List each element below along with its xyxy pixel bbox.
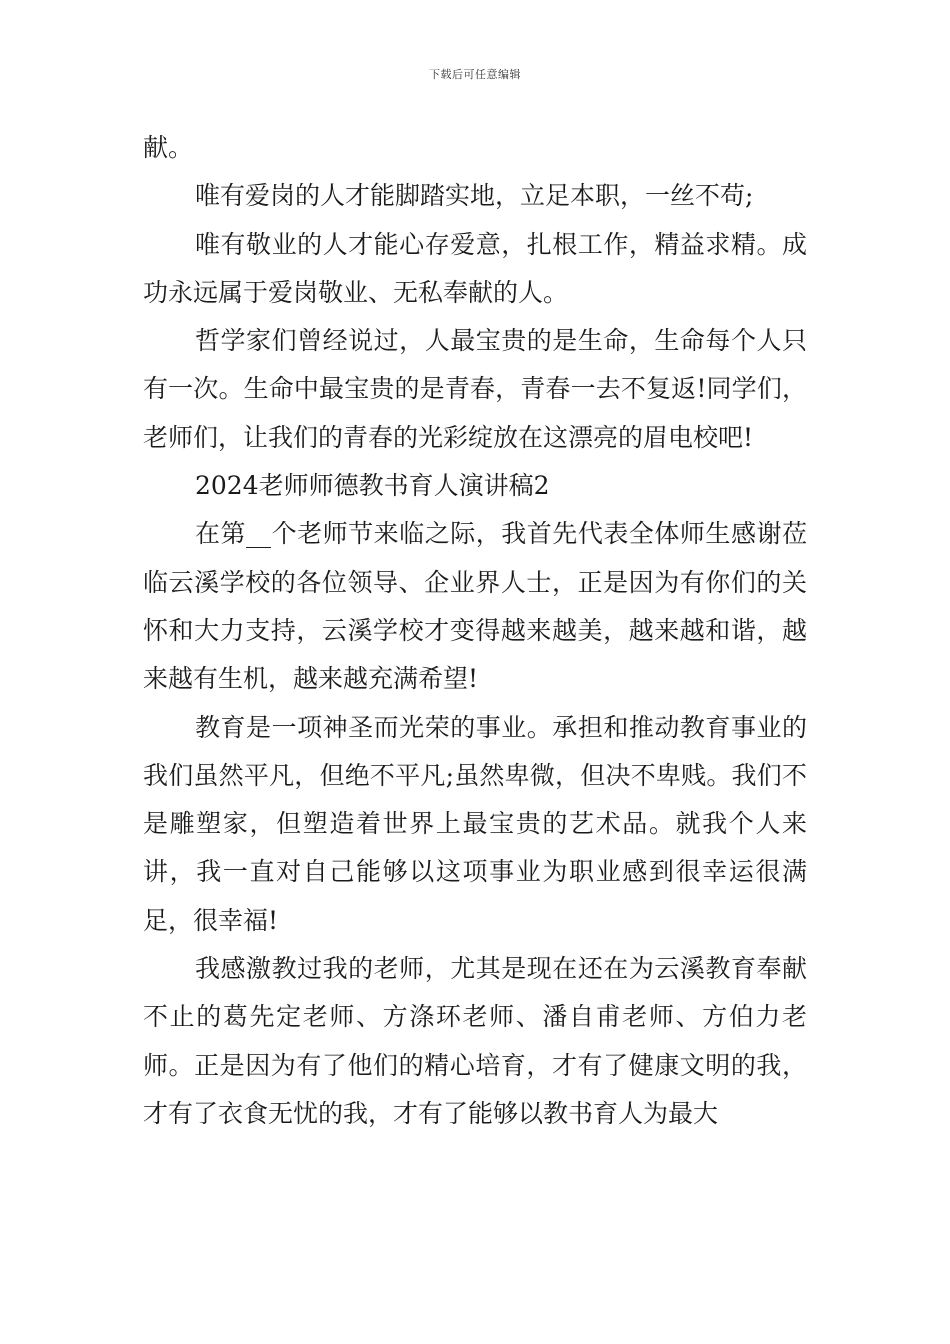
page-header: 下载后可任意编辑 bbox=[429, 68, 521, 81]
section-title: 2024老师师德教书育人演讲稿2 bbox=[195, 471, 550, 501]
paragraph: 唯有爱岗的人才能脚踏实地，立足本职，一丝不苟; bbox=[195, 181, 754, 211]
body-text bbox=[143, 124, 807, 1138]
paragraph-continuation: 献。 bbox=[143, 133, 194, 162]
paragraph: 在第__个老师节来临之际，我首先代表全体师生感谢莅临云溪学校的各位领导、企业界人士，正是因为有你们的关怀和大力支持，云溪学校才变得越来越美，越来越和谐，越来越有生机，越来越充满希望! bbox=[143, 519, 807, 694]
paragraph: 唯有敬业的人才能心存爱意，扎根工作，精益求精。成功永远属于爱岗敬业、无私奉献的人。 bbox=[143, 229, 807, 307]
paragraph: 教育是一项神圣而光荣的事业。承担和推动教育事业的我们虽然平凡，但绝不平凡;虽然卑微，但决不卑贱。我们不是雕塑家，但塑造着世界上最宝贵的艺术品。就我个人来讲，我一直对自己能够以这项事业为职业感到很幸运很满足，很幸福! bbox=[143, 712, 807, 935]
paragraph: 哲学家们曾经说过，人最宝贵的是生命，生命每个人只有一次。生命中最宝贵的是青春，青春一去不复返!同学们，老师们，让我们的青春的光彩绽放在这漂亮的眉电校吧! bbox=[143, 326, 807, 452]
paragraph: 我感激教过我的老师，尤其是现在还在为云溪教育奉献不止的葛先定老师、方涤环老师、潘自甫老师、方伯力老师。正是因为有了他们的精心培育，才有了健康文明的我，才有了衣食无忧的我，才有了能够以教书育人为最大 bbox=[143, 954, 807, 1128]
